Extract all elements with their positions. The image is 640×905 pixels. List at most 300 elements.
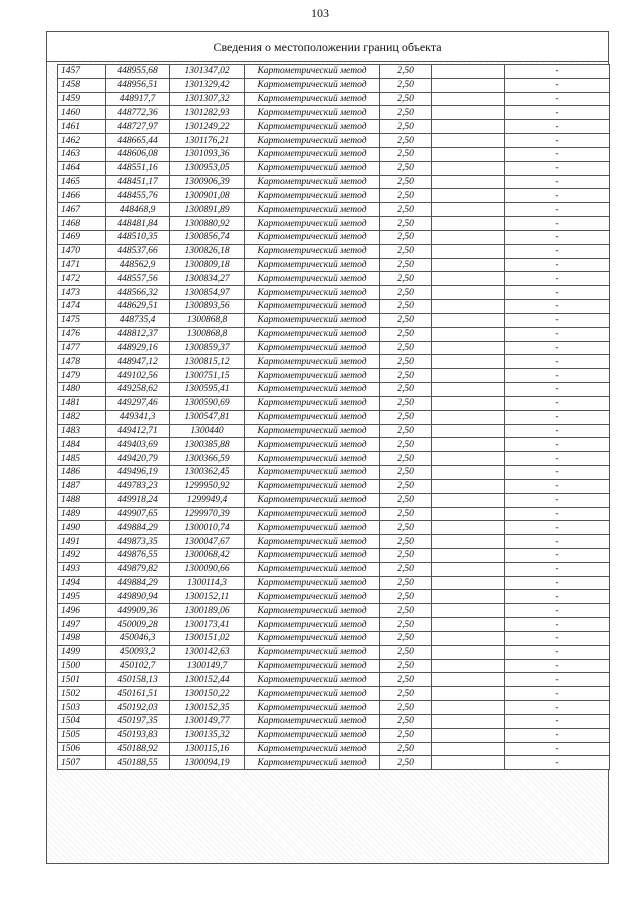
precision-cell: 2,50	[380, 728, 432, 742]
y-coordinate-cell: 1300859,37	[170, 341, 245, 355]
precision-cell: 2,50	[380, 742, 432, 756]
y-coordinate-cell: 1300856,74	[170, 230, 245, 244]
y-coordinate-cell: 1300114,3	[170, 576, 245, 590]
table-row	[58, 244, 610, 258]
precision-cell: 2,50	[380, 424, 432, 438]
empty-cell	[432, 396, 505, 410]
empty-cell	[432, 548, 505, 562]
y-coordinate-cell: 1300590,69	[170, 396, 245, 410]
x-coordinate-cell: 449890,94	[106, 590, 170, 604]
description-cell: -	[505, 120, 610, 134]
point-number-cell: 1487	[58, 479, 106, 493]
x-coordinate-cell: 450192,03	[106, 701, 170, 715]
y-coordinate-cell: 1300173,41	[170, 618, 245, 632]
description-cell: -	[505, 507, 610, 521]
x-coordinate-cell: 449258,62	[106, 383, 170, 397]
x-coordinate-cell: 449297,46	[106, 396, 170, 410]
empty-cell	[432, 106, 505, 120]
description-cell: -	[505, 687, 610, 701]
method-cell: Картометрический метод	[245, 217, 380, 231]
empty-cell	[432, 438, 505, 452]
precision-cell: 2,50	[380, 78, 432, 92]
method-cell: Картометрический метод	[245, 673, 380, 687]
y-coordinate-cell: 1300090,66	[170, 562, 245, 576]
y-coordinate-cell: 1300901,08	[170, 189, 245, 203]
point-number-cell: 1486	[58, 466, 106, 480]
precision-cell: 2,50	[380, 687, 432, 701]
method-cell: Картометрический метод	[245, 535, 380, 549]
y-coordinate-cell: 1299949,4	[170, 493, 245, 507]
point-number-cell: 1480	[58, 383, 106, 397]
empty-cell	[432, 410, 505, 424]
empty-cell	[432, 590, 505, 604]
method-cell: Картометрический метод	[245, 645, 380, 659]
method-cell: Картометрический метод	[245, 175, 380, 189]
x-coordinate-cell: 448917,7	[106, 92, 170, 106]
method-cell: Картометрический метод	[245, 424, 380, 438]
coordinates-table-body	[58, 65, 610, 770]
method-cell: Картометрический метод	[245, 714, 380, 728]
table-row	[58, 217, 610, 231]
description-cell: -	[505, 147, 610, 161]
precision-cell: 2,50	[380, 286, 432, 300]
method-cell: Картометрический метод	[245, 120, 380, 134]
method-cell: Картометрический метод	[245, 383, 380, 397]
empty-cell	[432, 92, 505, 106]
table-row	[58, 355, 610, 369]
empty-cell	[432, 576, 505, 590]
empty-cell	[432, 631, 505, 645]
empty-cell	[432, 341, 505, 355]
method-cell: Картометрический метод	[245, 272, 380, 286]
precision-cell: 2,50	[380, 369, 432, 383]
table-row	[58, 341, 610, 355]
point-number-cell: 1497	[58, 618, 106, 632]
x-coordinate-cell: 448551,16	[106, 161, 170, 175]
x-coordinate-cell: 448727,97	[106, 120, 170, 134]
description-cell: -	[505, 396, 610, 410]
x-coordinate-cell: 449879,82	[106, 562, 170, 576]
y-coordinate-cell: 1300906,39	[170, 175, 245, 189]
empty-cell	[432, 645, 505, 659]
description-cell: -	[505, 562, 610, 576]
x-coordinate-cell: 448735,4	[106, 313, 170, 327]
x-coordinate-cell: 448606,08	[106, 147, 170, 161]
precision-cell: 2,50	[380, 631, 432, 645]
empty-cell	[432, 258, 505, 272]
table-row	[58, 161, 610, 175]
point-number-cell: 1482	[58, 410, 106, 424]
method-cell: Картометрический метод	[245, 466, 380, 480]
y-coordinate-cell: 1301329,42	[170, 78, 245, 92]
description-cell: -	[505, 701, 610, 715]
x-coordinate-cell: 450093,2	[106, 645, 170, 659]
empty-cell	[432, 383, 505, 397]
description-cell: -	[505, 728, 610, 742]
description-cell: -	[505, 493, 610, 507]
point-number-cell: 1493	[58, 562, 106, 576]
table-row	[58, 548, 610, 562]
y-coordinate-cell: 1300135,32	[170, 728, 245, 742]
precision-cell: 2,50	[380, 147, 432, 161]
method-cell: Картометрический метод	[245, 161, 380, 175]
precision-cell: 2,50	[380, 120, 432, 134]
x-coordinate-cell: 450197,35	[106, 714, 170, 728]
table-row	[58, 687, 610, 701]
method-cell: Картометрический метод	[245, 369, 380, 383]
point-number-cell: 1476	[58, 327, 106, 341]
x-coordinate-cell: 450009,28	[106, 618, 170, 632]
y-coordinate-cell: 1300047,67	[170, 535, 245, 549]
y-coordinate-cell: 1300149,77	[170, 714, 245, 728]
y-coordinate-cell: 1300152,35	[170, 701, 245, 715]
precision-cell: 2,50	[380, 590, 432, 604]
empty-cell	[432, 300, 505, 314]
x-coordinate-cell: 450193,83	[106, 728, 170, 742]
description-cell: -	[505, 341, 610, 355]
x-coordinate-cell: 449403,69	[106, 438, 170, 452]
x-coordinate-cell: 448481,84	[106, 217, 170, 231]
empty-cell	[432, 244, 505, 258]
x-coordinate-cell: 450158,13	[106, 673, 170, 687]
y-coordinate-cell: 1300152,44	[170, 673, 245, 687]
section-title: Сведения о местоположении границ объекта	[47, 32, 608, 62]
x-coordinate-cell: 449884,29	[106, 576, 170, 590]
empty-cell	[432, 120, 505, 134]
y-coordinate-cell: 1299950,92	[170, 479, 245, 493]
empty-cell	[432, 161, 505, 175]
x-coordinate-cell: 448772,36	[106, 106, 170, 120]
description-cell: -	[505, 383, 610, 397]
table-row	[58, 631, 610, 645]
precision-cell: 2,50	[380, 341, 432, 355]
precision-cell: 2,50	[380, 714, 432, 728]
empty-cell	[432, 493, 505, 507]
x-coordinate-cell: 448510,35	[106, 230, 170, 244]
x-coordinate-cell: 448956,51	[106, 78, 170, 92]
y-coordinate-cell: 1300385,88	[170, 438, 245, 452]
precision-cell: 2,50	[380, 258, 432, 272]
method-cell: Картометрический метод	[245, 286, 380, 300]
method-cell: Картометрический метод	[245, 548, 380, 562]
table-row	[58, 742, 610, 756]
precision-cell: 2,50	[380, 396, 432, 410]
method-cell: Картометрический метод	[245, 576, 380, 590]
point-number-cell: 1495	[58, 590, 106, 604]
method-cell: Картометрический метод	[245, 507, 380, 521]
method-cell: Картометрический метод	[245, 92, 380, 106]
y-coordinate-cell: 1300440	[170, 424, 245, 438]
method-cell: Картометрический метод	[245, 701, 380, 715]
table-row	[58, 230, 610, 244]
empty-cell	[432, 189, 505, 203]
description-cell: -	[505, 244, 610, 258]
x-coordinate-cell: 448929,16	[106, 341, 170, 355]
point-number-cell: 1477	[58, 341, 106, 355]
precision-cell: 2,50	[380, 452, 432, 466]
precision-cell: 2,50	[380, 300, 432, 314]
coordinates-table	[57, 64, 610, 770]
description-cell: -	[505, 548, 610, 562]
y-coordinate-cell: 1299970,39	[170, 507, 245, 521]
precision-cell: 2,50	[380, 756, 432, 770]
x-coordinate-cell: 449873,35	[106, 535, 170, 549]
empty-cell	[432, 521, 505, 535]
y-coordinate-cell: 1300152,11	[170, 590, 245, 604]
description-cell: -	[505, 369, 610, 383]
point-number-cell: 1501	[58, 673, 106, 687]
method-cell: Картометрический метод	[245, 410, 380, 424]
x-coordinate-cell: 449884,29	[106, 521, 170, 535]
precision-cell: 2,50	[380, 383, 432, 397]
table-row	[58, 134, 610, 148]
point-number-cell: 1467	[58, 203, 106, 217]
precision-cell: 2,50	[380, 479, 432, 493]
table-row	[58, 466, 610, 480]
x-coordinate-cell: 450188,55	[106, 756, 170, 770]
y-coordinate-cell: 1300868,8	[170, 327, 245, 341]
boundary-info-frame	[46, 31, 609, 864]
point-number-cell: 1465	[58, 175, 106, 189]
table-row	[58, 562, 610, 576]
x-coordinate-cell: 449420,79	[106, 452, 170, 466]
table-row	[58, 106, 610, 120]
point-number-cell: 1460	[58, 106, 106, 120]
point-number-cell: 1488	[58, 493, 106, 507]
y-coordinate-cell: 1300751,15	[170, 369, 245, 383]
point-number-cell: 1466	[58, 189, 106, 203]
y-coordinate-cell: 1300366,59	[170, 452, 245, 466]
description-cell: -	[505, 645, 610, 659]
empty-cell	[432, 714, 505, 728]
description-cell: -	[505, 258, 610, 272]
empty-cell	[432, 604, 505, 618]
table-row	[58, 327, 610, 341]
y-coordinate-cell: 1301282,93	[170, 106, 245, 120]
y-coordinate-cell: 1300547,81	[170, 410, 245, 424]
point-number-cell: 1504	[58, 714, 106, 728]
point-number-cell: 1471	[58, 258, 106, 272]
y-coordinate-cell: 1300362,45	[170, 466, 245, 480]
method-cell: Картометрический метод	[245, 189, 380, 203]
x-coordinate-cell: 450161,51	[106, 687, 170, 701]
method-cell: Картометрический метод	[245, 618, 380, 632]
y-coordinate-cell: 1300891,89	[170, 203, 245, 217]
description-cell: -	[505, 631, 610, 645]
precision-cell: 2,50	[380, 230, 432, 244]
x-coordinate-cell: 450188,92	[106, 742, 170, 756]
precision-cell: 2,50	[380, 327, 432, 341]
x-coordinate-cell: 450102,7	[106, 659, 170, 673]
table-row	[58, 147, 610, 161]
x-coordinate-cell: 448468,9	[106, 203, 170, 217]
y-coordinate-cell: 1300880,92	[170, 217, 245, 231]
x-coordinate-cell: 448451,17	[106, 175, 170, 189]
method-cell: Картометрический метод	[245, 106, 380, 120]
method-cell: Картометрический метод	[245, 355, 380, 369]
table-row	[58, 175, 610, 189]
precision-cell: 2,50	[380, 507, 432, 521]
x-coordinate-cell: 449341,3	[106, 410, 170, 424]
precision-cell: 2,50	[380, 106, 432, 120]
point-number-cell: 1507	[58, 756, 106, 770]
table-row	[58, 493, 610, 507]
point-number-cell: 1478	[58, 355, 106, 369]
x-coordinate-cell: 448955,68	[106, 65, 170, 79]
point-number-cell: 1505	[58, 728, 106, 742]
precision-cell: 2,50	[380, 134, 432, 148]
table-row	[58, 673, 610, 687]
x-coordinate-cell: 449909,36	[106, 604, 170, 618]
description-cell: -	[505, 618, 610, 632]
empty-cell	[432, 673, 505, 687]
precision-cell: 2,50	[380, 217, 432, 231]
x-coordinate-cell: 449496,19	[106, 466, 170, 480]
table-row	[58, 258, 610, 272]
table-row	[58, 728, 610, 742]
description-cell: -	[505, 604, 610, 618]
point-number-cell: 1492	[58, 548, 106, 562]
table-row	[58, 189, 610, 203]
empty-cell	[432, 203, 505, 217]
point-number-cell: 1500	[58, 659, 106, 673]
method-cell: Картометрический метод	[245, 438, 380, 452]
x-coordinate-cell: 449102,56	[106, 369, 170, 383]
empty-cell	[432, 756, 505, 770]
point-number-cell: 1461	[58, 120, 106, 134]
precision-cell: 2,50	[380, 175, 432, 189]
description-cell: -	[505, 452, 610, 466]
point-number-cell: 1489	[58, 507, 106, 521]
point-number-cell: 1485	[58, 452, 106, 466]
table-row	[58, 507, 610, 521]
empty-cell	[432, 479, 505, 493]
method-cell: Картометрический метод	[245, 590, 380, 604]
y-coordinate-cell: 1301347,02	[170, 65, 245, 79]
precision-cell: 2,50	[380, 576, 432, 590]
x-coordinate-cell: 448562,9	[106, 258, 170, 272]
method-cell: Картометрический метод	[245, 244, 380, 258]
description-cell: -	[505, 92, 610, 106]
method-cell: Картометрический метод	[245, 742, 380, 756]
point-number-cell: 1462	[58, 134, 106, 148]
point-number-cell: 1483	[58, 424, 106, 438]
method-cell: Картометрический метод	[245, 562, 380, 576]
method-cell: Картометрический метод	[245, 452, 380, 466]
empty-cell	[432, 728, 505, 742]
table-row	[58, 645, 610, 659]
table-row	[58, 286, 610, 300]
y-coordinate-cell: 1300068,42	[170, 548, 245, 562]
description-cell: -	[505, 576, 610, 590]
method-cell: Картометрический метод	[245, 604, 380, 618]
table-row	[58, 396, 610, 410]
empty-cell	[432, 230, 505, 244]
table-row	[58, 535, 610, 549]
point-number-cell: 1457	[58, 65, 106, 79]
precision-cell: 2,50	[380, 203, 432, 217]
x-coordinate-cell: 448557,56	[106, 272, 170, 286]
table-row	[58, 369, 610, 383]
table-row	[58, 272, 610, 286]
table-row	[58, 714, 610, 728]
precision-cell: 2,50	[380, 438, 432, 452]
empty-cell	[432, 535, 505, 549]
table-row	[58, 92, 610, 106]
empty-cell	[432, 687, 505, 701]
method-cell: Картометрический метод	[245, 300, 380, 314]
empty-cell	[432, 134, 505, 148]
description-cell: -	[505, 217, 610, 231]
precision-cell: 2,50	[380, 673, 432, 687]
empty-cell	[432, 327, 505, 341]
precision-cell: 2,50	[380, 313, 432, 327]
y-coordinate-cell: 1300595,41	[170, 383, 245, 397]
description-cell: -	[505, 742, 610, 756]
description-cell: -	[505, 535, 610, 549]
description-cell: -	[505, 134, 610, 148]
description-cell: -	[505, 424, 610, 438]
empty-cell	[432, 147, 505, 161]
precision-cell: 2,50	[380, 562, 432, 576]
point-number-cell: 1463	[58, 147, 106, 161]
empty-cell	[432, 466, 505, 480]
precision-cell: 2,50	[380, 355, 432, 369]
y-coordinate-cell: 1301093,36	[170, 147, 245, 161]
table-row	[58, 438, 610, 452]
description-cell: -	[505, 466, 610, 480]
table-row	[58, 120, 610, 134]
point-number-cell: 1503	[58, 701, 106, 715]
precision-cell: 2,50	[380, 493, 432, 507]
empty-cell	[432, 272, 505, 286]
y-coordinate-cell: 1300854,97	[170, 286, 245, 300]
point-number-cell: 1491	[58, 535, 106, 549]
empty-cell	[432, 175, 505, 189]
description-cell: -	[505, 161, 610, 175]
method-cell: Картометрический метод	[245, 631, 380, 645]
method-cell: Картометрический метод	[245, 147, 380, 161]
empty-cell	[432, 286, 505, 300]
table-row	[58, 701, 610, 715]
y-coordinate-cell: 1300115,16	[170, 742, 245, 756]
point-number-cell: 1502	[58, 687, 106, 701]
y-coordinate-cell: 1300953,05	[170, 161, 245, 175]
description-cell: -	[505, 327, 610, 341]
point-number-cell: 1459	[58, 92, 106, 106]
table-row	[58, 618, 610, 632]
table-row	[58, 659, 610, 673]
description-cell: -	[505, 272, 610, 286]
description-cell: -	[505, 175, 610, 189]
point-number-cell: 1469	[58, 230, 106, 244]
y-coordinate-cell: 1300151,02	[170, 631, 245, 645]
description-cell: -	[505, 590, 610, 604]
description-cell: -	[505, 410, 610, 424]
method-cell: Картометрический метод	[245, 659, 380, 673]
empty-cell	[432, 659, 505, 673]
point-number-cell: 1484	[58, 438, 106, 452]
table-row	[58, 590, 610, 604]
method-cell: Картометрический метод	[245, 230, 380, 244]
description-cell: -	[505, 313, 610, 327]
point-number-cell: 1481	[58, 396, 106, 410]
table-row	[58, 424, 610, 438]
precision-cell: 2,50	[380, 701, 432, 715]
point-number-cell: 1479	[58, 369, 106, 383]
method-cell: Картометрический метод	[245, 341, 380, 355]
empty-cell	[432, 78, 505, 92]
